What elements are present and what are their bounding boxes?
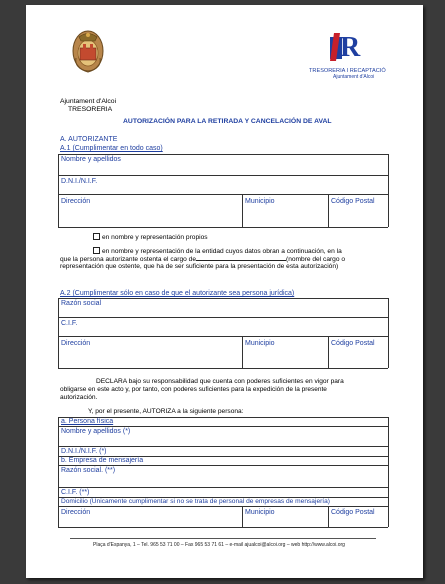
option-propios[interactable] [93,233,208,242]
logo-caption-line2: Ajuntament d'Alcoi [333,74,375,80]
a2-municipio-label: Municipio [245,340,275,347]
field-direccion-label: Dirección [61,198,91,205]
option-entidad-line2: que la persona autorizante ostenta el cargo de (nombre del cargo o [60,256,346,263]
section-a-heading: A. AUTORIZANTE [60,136,118,143]
checkbox-entidad[interactable] [93,247,100,254]
cargo-blank-line[interactable] [196,255,286,261]
field-nombre-label: Nombre y apellidos [61,156,121,163]
logo-letter: R [340,32,361,63]
a2-cif-label: C.I.F. [61,320,78,327]
coat-of-arms-logo [70,28,106,74]
org-department: TRESORERIA [68,106,113,113]
a2-razon-label: Razón social [61,300,102,307]
section-a2-heading: A.2 (Cumplimentar sólo en caso de que el autorizante sea persona jurídica) [60,290,295,297]
auth-domicilio-label: Domicilio (Únicamente cumplimentar si no se trata de personal de empresas de mensajería) [61,498,330,505]
logo-caption-line1: TRESORERIA I RECAPTACIÓ [309,68,386,74]
auth-cp-label: Código Postal [331,509,375,516]
auth-nombre-label: Nombre y apellidos (*) [61,428,131,435]
field-dni-label: D.N.I./N.I.F. [61,178,98,185]
option-propios-label: en nombre y representación propios [102,234,208,241]
persona-fisica-heading: a. Persona física [61,418,114,425]
declaration-line4: Y, por el presente, AUTORIZA a la siguiente persona: [88,408,244,415]
option-entidad-line1: en nombre y representación de la entidad cuyos datos obran a continuación, en la [102,248,342,255]
field-cp-label: Código Postal [331,198,375,205]
declaration-line3: autorización. [60,394,98,401]
document-title: AUTORIZACIÓN PARA LA RETIRADA Y CANCELACIÓN DE AVAL [123,118,332,125]
auth-municipio-label: Municipio [245,509,275,516]
auth-cif-label: C.I.F. (**) [61,489,90,496]
checkbox-propios[interactable] [93,233,100,240]
section-a1-heading: A.1 (Cumplimentar en todo caso) [60,145,163,152]
auth-dni-label: D.N.I./N.I.F. (*) [61,448,107,455]
field-municipio-label: Municipio [245,198,275,205]
auth-razon-label: Razón social. (**) [61,467,116,474]
auth-direccion-label: Dirección [61,509,91,516]
document-page [26,5,423,578]
tresoreria-logo [326,31,366,67]
declaration-line1: DECLARA bajo su responsabilidad que cuenta con poderes suficientes en vigor para [96,378,344,385]
footer-contact: Plaça d'Espanya, 1 – Tel. 965 53 71 00 – Fax 965 53 71 61 – e-mail ajualcoi@alcoi.org – web http://www.alcoi.org [93,542,345,548]
declaration-line2: obligarse en este acto y, por tanto, con poderes suficientes para la expedición de la presente [60,386,327,393]
option-entidad-line3: representación que ostente, que ha de ser suficiente para la presentación de esta autorización) [60,263,339,270]
a2-direccion-label: Dirección [61,340,91,347]
a2-cp-label: Código Postal [331,340,375,347]
empresa-heading: b. Empresa de mensajería [61,457,144,464]
org-name: Ajuntament d'Alcoi [60,98,117,105]
